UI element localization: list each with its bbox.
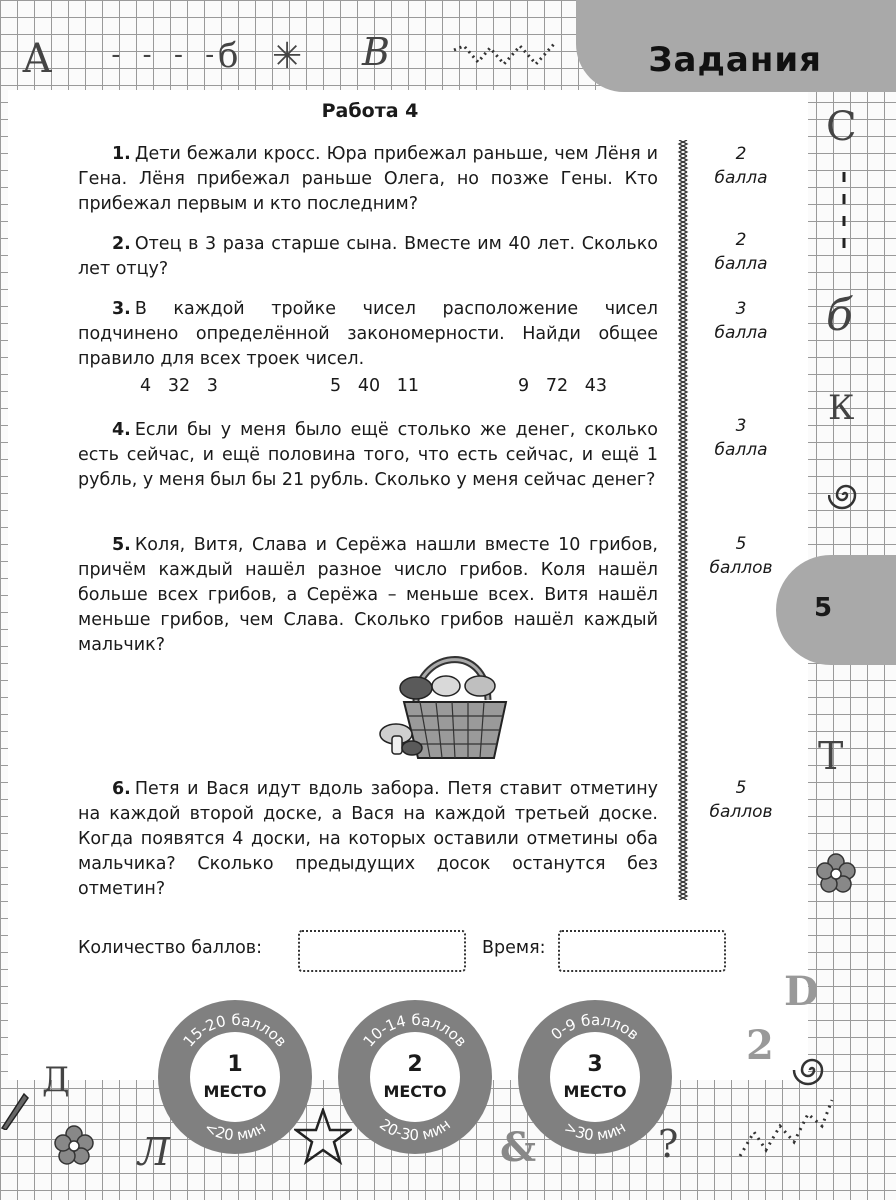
page-title: Задания bbox=[648, 40, 822, 80]
section-number: 5 bbox=[814, 593, 833, 623]
letter-l-decoration: Л bbox=[138, 1130, 170, 1174]
task-number: 2. bbox=[112, 234, 131, 254]
task-text: Дети бежали кросс. Юра прибежал раньше, чем Лёня и Гена. Лёня прибежал раньше Олега, но позже Гены. Кто прибежал первым и кто последним? bbox=[78, 144, 658, 214]
medal-number: 3 bbox=[587, 1052, 603, 1077]
task-1 bbox=[78, 142, 658, 217]
medal-points: 10-14 баллов bbox=[359, 1010, 471, 1051]
score-unit: балла bbox=[714, 168, 768, 188]
medal-arc-text bbox=[158, 1000, 312, 1154]
pencil-decoration bbox=[0, 1090, 30, 1130]
score-value: 3 bbox=[735, 299, 747, 319]
letter-t-decoration: Т bbox=[818, 734, 844, 778]
medal-place-label: МЕСТО bbox=[383, 1082, 447, 1101]
task-2 bbox=[78, 232, 658, 282]
time-input[interactable] bbox=[558, 930, 726, 972]
letter-c-decoration: С bbox=[826, 104, 857, 150]
mushroom-basket-illustration bbox=[376, 640, 526, 768]
svg-text:<20 мин bbox=[201, 1118, 268, 1144]
letter-v-decoration: В bbox=[362, 30, 390, 74]
zigzag-divider bbox=[676, 140, 690, 900]
medal-points: 0-9 баллов bbox=[547, 1010, 643, 1044]
task-3 bbox=[78, 297, 658, 372]
medal-number: 2 bbox=[407, 1052, 423, 1077]
task-text: Отец в 3 раза старше сына. Вместе им 40 лет. Сколько лет отцу? bbox=[78, 234, 658, 279]
letter-b-right-decoration: б bbox=[826, 290, 853, 341]
medal-place-label: МЕСТО bbox=[563, 1082, 627, 1101]
score-value: 2 bbox=[735, 230, 747, 250]
question-mark-decoration: ? bbox=[658, 1122, 679, 1166]
task-4-score bbox=[696, 414, 786, 462]
svg-text:15-20 баллов bbox=[180, 1011, 291, 1050]
svg-text:10-14 баллов bbox=[360, 1011, 471, 1050]
dashes-vertical-decoration bbox=[838, 170, 850, 254]
letter-b-decoration: б bbox=[218, 36, 239, 76]
score-field-label: Количество баллов: bbox=[78, 938, 262, 958]
medal-second-place bbox=[338, 1000, 492, 1154]
dotted-zigzag-decoration bbox=[736, 1092, 836, 1162]
task-text: Петя и Вася идут вдоль забора. Петя ставит отметину на каждой второй доске, а Вася на каждой третьей доске. Когда появятся 4 доски, на которых оставили отметины оба мальчика? Сколько предыдущих досок останутся без отметин? bbox=[78, 779, 658, 899]
medal-time: <20 мин bbox=[201, 1118, 269, 1145]
task-number: 4. bbox=[112, 420, 131, 440]
task-text: Если бы у меня было ещё столько же денег, сколько есть сейчас, и ещё половина того, что есть сейчас, и ещё 1 рубль, у меня был бы 21 рубль. Сколько у меня сейчас денег? bbox=[78, 420, 658, 490]
dotted-line-decoration bbox=[450, 40, 560, 76]
letter-d-decoration: D bbox=[784, 968, 819, 1015]
dashes-decoration: - - - - bbox=[108, 40, 218, 70]
spiral-decoration bbox=[828, 478, 862, 512]
score-unit: балла bbox=[714, 323, 768, 343]
medal-points: 15-20 баллов bbox=[179, 1010, 291, 1051]
spiral-bottom-decoration bbox=[792, 1050, 832, 1090]
flower-bottom-decoration bbox=[52, 1124, 96, 1168]
triple-2: 5 40 11 bbox=[330, 376, 420, 396]
medal-place-label: МЕСТО bbox=[203, 1082, 267, 1101]
task-number: 5. bbox=[112, 535, 131, 555]
task-text: Коля, Витя, Слава и Серёжа нашли вместе 10 грибов, причём каждый нашёл разное число грибов. Коля нашёл больше всех грибов, а Серёжа – меньше всех. Витя нашёл меньше грибов, чем Слава. Сколько грибов нашёл каждый мальчик? bbox=[78, 535, 658, 655]
time-field-label: Время: bbox=[482, 938, 546, 958]
task-number: 6. bbox=[112, 779, 131, 799]
svg-text:20-30 мин bbox=[376, 1115, 454, 1144]
medal-first-place bbox=[158, 1000, 312, 1154]
task-5-score bbox=[696, 532, 786, 580]
task-text: В каждой тройке чисел расположение чисел подчинено определённой закономерности. Найди общее правило для всех троек чисел. bbox=[78, 299, 658, 369]
score-unit: баллов bbox=[709, 802, 773, 822]
medal-time: >30 мин bbox=[561, 1118, 629, 1145]
svg-text:0-9 баллов bbox=[548, 1011, 643, 1044]
score-value: 5 bbox=[735, 534, 747, 554]
digit-two-decoration: 2 bbox=[746, 1022, 774, 1069]
task-number: 1. bbox=[112, 144, 131, 164]
task-6 bbox=[78, 777, 658, 902]
work-title: Работа 4 bbox=[321, 100, 419, 122]
task-6-score bbox=[696, 776, 786, 824]
medal-time: 20-30 мин bbox=[376, 1115, 454, 1145]
ampersand-decoration: & bbox=[500, 1124, 537, 1171]
score-value: 2 bbox=[735, 144, 747, 164]
task-5 bbox=[78, 533, 658, 658]
score-value: 5 bbox=[735, 778, 747, 798]
letter-k-decoration: К bbox=[828, 388, 855, 428]
medal-arc-text bbox=[518, 1000, 672, 1154]
medal-number: 1 bbox=[227, 1052, 243, 1077]
score-input[interactable] bbox=[298, 930, 466, 972]
flower-right-decoration bbox=[814, 852, 858, 896]
task-number: 3. bbox=[112, 299, 131, 319]
score-value: 3 bbox=[735, 416, 747, 436]
triple-1: 4 32 3 bbox=[140, 376, 218, 396]
task-2-score bbox=[696, 228, 786, 276]
medal-third-place bbox=[518, 1000, 672, 1154]
star-outline-decoration bbox=[294, 1108, 352, 1166]
triple-3: 9 72 43 bbox=[518, 376, 608, 396]
svg-text:>30 мин bbox=[561, 1118, 628, 1144]
section-number-flag bbox=[776, 555, 896, 665]
score-unit: балла bbox=[714, 440, 768, 460]
letter-a-decoration: А bbox=[22, 36, 53, 82]
task-1-score bbox=[696, 142, 786, 190]
task-3-score bbox=[696, 297, 786, 345]
task-4 bbox=[78, 418, 658, 493]
letter-d-bottom-decoration: Д bbox=[42, 1060, 70, 1100]
medal-arc-text bbox=[338, 1000, 492, 1154]
star-decoration: ✳ bbox=[272, 36, 303, 77]
score-unit: баллов bbox=[709, 558, 773, 578]
score-unit: балла bbox=[714, 254, 768, 274]
